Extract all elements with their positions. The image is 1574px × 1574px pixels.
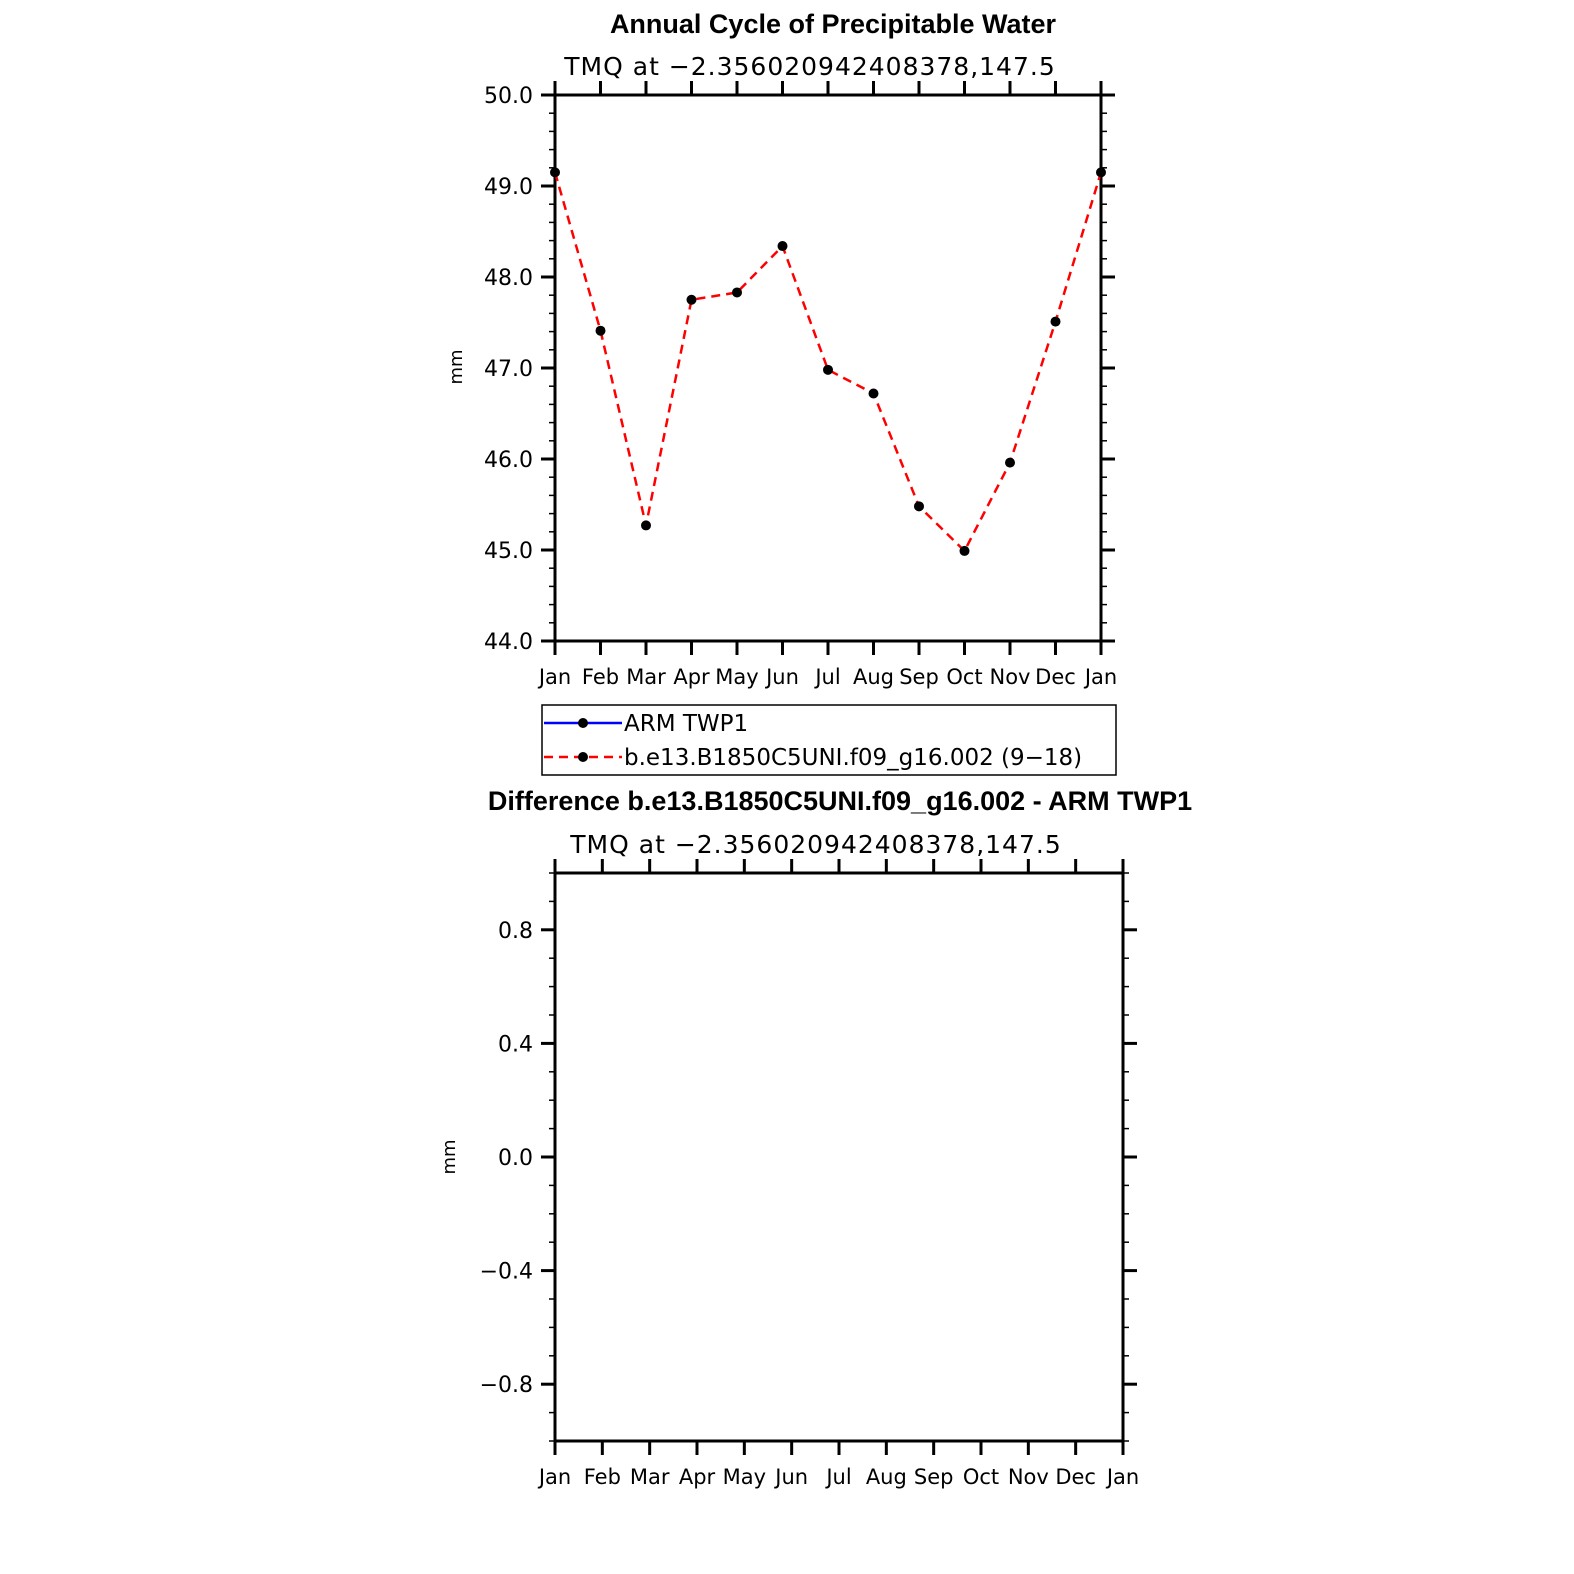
x-tick-label: Aug bbox=[852, 665, 895, 689]
data-point bbox=[869, 388, 879, 398]
x-tick-label: Dec bbox=[1035, 665, 1076, 689]
y-tick-label: −0.4 bbox=[479, 1259, 533, 1285]
data-point bbox=[687, 295, 697, 305]
x-tick-label: Sep bbox=[913, 1465, 954, 1489]
data-point bbox=[914, 501, 924, 511]
x-tick-label: Oct bbox=[946, 665, 983, 689]
annual-cycle-axes bbox=[484, 81, 1117, 689]
series-line bbox=[555, 172, 1101, 551]
data-point bbox=[1096, 167, 1106, 177]
data-point bbox=[550, 167, 560, 177]
x-tick-label: Feb bbox=[581, 665, 620, 689]
plot-frame bbox=[555, 873, 1123, 1441]
x-tick-label: Jul bbox=[826, 1465, 852, 1489]
y-tick-label: 47.0 bbox=[484, 357, 533, 382]
x-tick-label: Jan bbox=[1106, 1465, 1140, 1489]
difference-title: Difference b.e13.B1850C5UNI.f09_g16.002 - ARM TWP1 bbox=[487, 786, 1193, 816]
legend-label-model: b.e13.B1850C5UNI.f09_g16.002 (9−18) bbox=[624, 745, 1083, 771]
x-tick-label: Feb bbox=[583, 1465, 621, 1489]
x-tick-label: Jun bbox=[766, 665, 799, 689]
x-tick-label: May bbox=[722, 1465, 767, 1489]
y-tick-label: −0.8 bbox=[479, 1373, 533, 1399]
x-tick-label: Mar bbox=[629, 1465, 670, 1489]
x-tick-label: Jul bbox=[815, 665, 841, 689]
x-tick-label: May bbox=[715, 665, 759, 689]
annual-cycle-series bbox=[550, 167, 1106, 556]
x-tick-label: Mar bbox=[626, 665, 666, 689]
data-point bbox=[960, 546, 970, 556]
y-tick-label: 50.0 bbox=[484, 84, 533, 109]
y-tick-label: 49.0 bbox=[484, 175, 533, 200]
x-tick-label: Jan bbox=[538, 1465, 572, 1489]
y-tick-label: 0.8 bbox=[498, 918, 533, 944]
data-point bbox=[1051, 317, 1061, 327]
x-tick-label: Nov bbox=[1007, 1465, 1049, 1489]
legend bbox=[542, 705, 1116, 775]
difference-subtitle: TMQ at −2.356020942408378,147.5 bbox=[570, 830, 1062, 859]
y-tick-label: 44.0 bbox=[484, 630, 533, 655]
chart-subtitle: TMQ at −2.356020942408378,147.5 bbox=[564, 52, 1056, 81]
y-axis-label: mm bbox=[446, 349, 467, 385]
x-tick-label: Jun bbox=[775, 1465, 809, 1489]
x-tick-label: Apr bbox=[673, 665, 710, 689]
difference-axes bbox=[480, 859, 1140, 1489]
y-tick-label: 46.0 bbox=[484, 448, 533, 473]
x-tick-label: Jan bbox=[1084, 665, 1118, 689]
y-tick-label: 48.0 bbox=[484, 266, 533, 291]
difference-y-axis-label: mm bbox=[439, 1139, 460, 1175]
x-tick-label: Dec bbox=[1055, 1465, 1096, 1489]
data-point bbox=[778, 241, 788, 251]
x-tick-label: Sep bbox=[899, 665, 939, 689]
data-point bbox=[823, 365, 833, 375]
legend-marker-arm bbox=[578, 718, 588, 728]
difference-chart bbox=[439, 786, 1192, 1489]
data-point bbox=[596, 326, 606, 336]
y-tick-label: 0.0 bbox=[498, 1146, 533, 1171]
data-point bbox=[641, 520, 651, 530]
x-tick-label: Aug bbox=[865, 1465, 907, 1489]
legend-marker-model bbox=[578, 752, 588, 762]
y-tick-label: 45.0 bbox=[484, 539, 533, 564]
data-point bbox=[1005, 458, 1015, 468]
x-tick-label: Nov bbox=[989, 665, 1031, 689]
chart-title: Annual Cycle of Precipitable Water bbox=[609, 9, 1057, 39]
x-tick-label: Jan bbox=[538, 665, 572, 689]
x-tick-label: Oct bbox=[962, 1465, 1000, 1489]
y-tick-label: 0.4 bbox=[498, 1032, 533, 1058]
legend-label-arm: ARM TWP1 bbox=[624, 711, 749, 737]
data-point bbox=[732, 287, 742, 297]
annual-cycle-chart bbox=[446, 9, 1117, 775]
x-tick-label: Apr bbox=[678, 1465, 716, 1489]
